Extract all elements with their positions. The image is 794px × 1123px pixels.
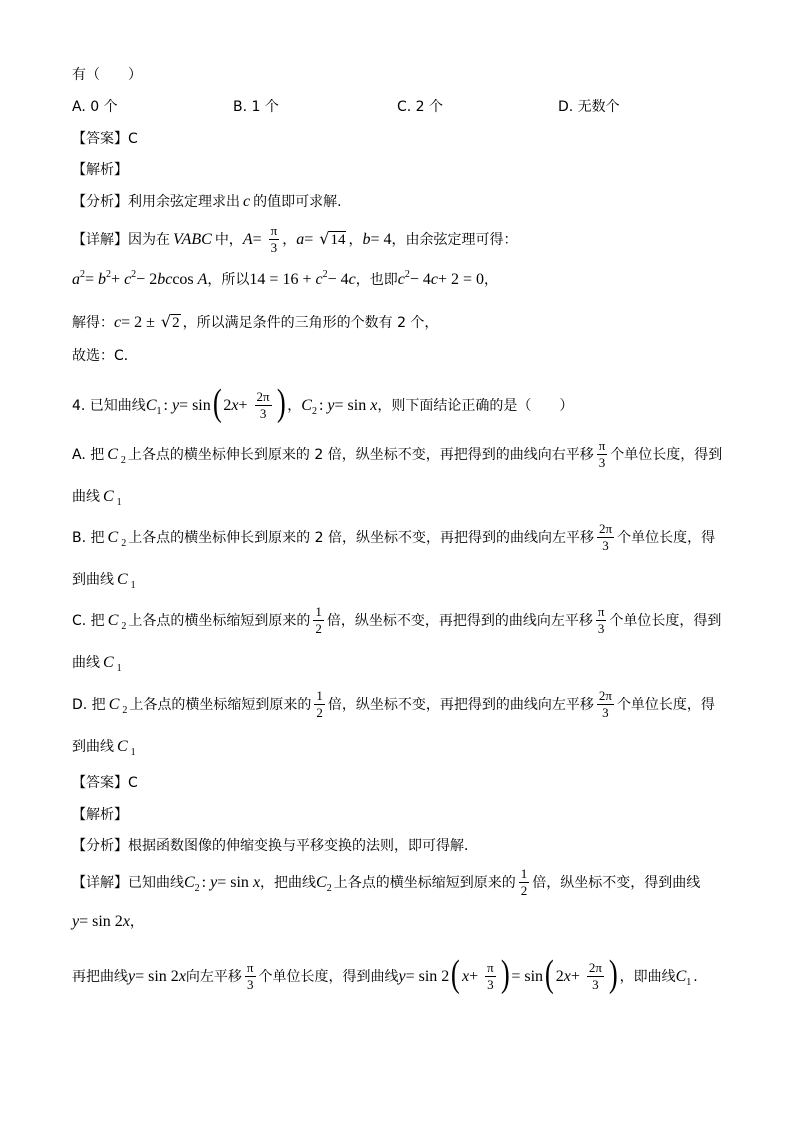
right-paren: ): [276, 382, 286, 424]
fraction-denominator: 3: [602, 705, 609, 720]
text: 故选：C．: [72, 348, 138, 364]
q3-detail-line-2: [72, 260, 498, 300]
fraction-denominator: 3: [270, 240, 278, 255]
math-operator: = 4: [370, 231, 392, 248]
math-operator: cos: [172, 271, 198, 288]
fraction-denominator: 3: [598, 455, 606, 470]
math-variable: c: [124, 271, 132, 288]
text: 中，: [214, 232, 243, 248]
math-operator: = sin 2: [79, 913, 123, 930]
fraction: [596, 605, 607, 636]
math-variable: y: [72, 913, 80, 930]
q4-option-b: [72, 518, 715, 558]
subscript: 2: [121, 538, 127, 549]
text: 4. 已知曲线: [72, 398, 146, 414]
text: 上各点的横坐标伸长到原来的 2 倍，纵坐标不变，再把得到的曲线向左平移: [128, 530, 594, 546]
text: 解得：: [72, 315, 114, 331]
subscript: 2: [120, 455, 126, 466]
fraction-numerator: 1: [520, 866, 528, 881]
q4-detail-line-3: [72, 955, 698, 995]
fraction-numerator: π: [246, 960, 254, 975]
math-operator: = sin 2: [135, 968, 179, 985]
fraction-numerator: 2π: [598, 688, 612, 703]
q3-detail-line-1: [72, 219, 517, 259]
section-tag-detail: 【详解】: [72, 232, 128, 248]
fraction-denominator: 3: [592, 977, 599, 992]
text: ，则下面结论正确的是（ ）: [377, 398, 574, 414]
text: ，: [348, 232, 363, 248]
math-operator: = sin: [217, 874, 253, 891]
math-variable: C: [103, 654, 114, 671]
radical-sign: √: [319, 229, 330, 248]
subscript: 1: [116, 663, 122, 674]
fraction-denominator: 2: [316, 705, 323, 720]
math-operator: :: [201, 874, 211, 891]
subscript: 1: [686, 977, 692, 988]
math-variable: b: [98, 271, 107, 288]
text: 曲线: [72, 489, 100, 505]
fraction-numerator: π: [598, 438, 606, 453]
text: 到曲线: [72, 572, 114, 588]
q4-option-d: [72, 685, 715, 725]
option-label: A. 把: [72, 447, 105, 463]
math-variable: C: [107, 529, 119, 546]
text: 向左平移: [185, 969, 242, 985]
left-paren: (: [451, 953, 461, 995]
math-operator: +: [469, 968, 483, 985]
section-tag-answer: 【答案】: [72, 775, 128, 791]
fraction-numerator: π: [597, 604, 605, 619]
option-label: B. 把: [72, 530, 105, 546]
q3-options: [72, 87, 712, 127]
math-variable: x: [252, 874, 261, 891]
math-operator: = sin: [179, 397, 211, 414]
fraction: [255, 390, 272, 421]
radical-sign: √: [160, 312, 172, 331]
subscript: 1: [130, 580, 136, 591]
answer-value: C: [128, 775, 138, 791]
right-paren: ): [608, 953, 618, 995]
math-operator: 2: [223, 397, 232, 414]
fraction-numerator: π: [270, 223, 278, 238]
q4-detail-line-2: [72, 902, 144, 942]
text: 个单位长度，得到: [610, 447, 723, 463]
fraction: [269, 224, 280, 255]
fraction-denominator: 3: [602, 538, 609, 553]
math-variable: bc: [157, 271, 173, 288]
subscript: 2: [194, 883, 200, 894]
answer-value: C: [128, 131, 138, 147]
text: ，: [129, 914, 144, 930]
fraction: [519, 867, 530, 898]
math-variable: y: [327, 397, 335, 414]
math-operator: =: [85, 271, 99, 288]
q4-detail-line-1: [72, 863, 700, 903]
section-tag-detail: 【详解】: [72, 875, 128, 891]
math-variable: x: [231, 397, 239, 414]
text: ，所以: [207, 272, 250, 288]
superscript: 2: [322, 269, 328, 280]
text: 倍，纵坐标不变，再把得到的曲线向左平移: [326, 613, 593, 629]
superscript: 2: [404, 269, 410, 280]
math-operator: :: [318, 397, 328, 414]
math-variable: c: [315, 271, 323, 288]
text: ，: [484, 272, 499, 288]
section-tag-answer: 【答案】: [72, 131, 128, 147]
text: 曲线: [72, 655, 100, 671]
text: ，把曲线: [260, 875, 317, 891]
text: ，即曲线: [619, 969, 676, 985]
math-variable: C: [107, 612, 119, 629]
section-tag-analysis: 【解析】: [72, 162, 128, 178]
math-variable: C: [103, 488, 114, 505]
fraction: [587, 961, 604, 992]
text: 个单位长度，得: [617, 530, 716, 546]
math-operator: = sin: [334, 397, 371, 414]
text: 个单位长度，得到曲线: [258, 969, 399, 985]
math-operator: =: [304, 231, 318, 248]
math-variable: y: [398, 968, 406, 985]
math-variable: C: [675, 968, 687, 985]
fraction-numerator: 2π: [588, 960, 602, 975]
math-operator: − 4: [327, 271, 349, 288]
text: ，也即: [355, 272, 398, 288]
math-operator: 14 = 16 +: [249, 271, 316, 288]
fraction: [313, 605, 324, 636]
text: 已知曲线: [128, 875, 184, 891]
math-variable: C: [316, 874, 327, 891]
radicand: 14: [330, 232, 346, 248]
left-paren: (: [212, 382, 222, 424]
option-c: C. 2 个: [397, 99, 444, 115]
right-paren: ): [500, 953, 510, 995]
text: 个单位长度，得到: [609, 613, 722, 629]
text: ，由余弦定理可得：: [391, 232, 518, 248]
math-variable: x: [122, 913, 130, 930]
q3-fenxi: [72, 182, 342, 222]
math-variable: C: [145, 397, 157, 414]
option-label: C. 把: [72, 613, 105, 629]
superscript: 2: [80, 269, 85, 280]
q4-option-c: [72, 601, 721, 641]
subscript: 1: [116, 497, 122, 508]
text: 上各点的横坐标伸长到原来的 2 倍，纵坐标不变，再把得到的曲线向右平移: [127, 447, 594, 463]
math-variable: x: [178, 968, 186, 985]
math-operator: = sin: [511, 968, 544, 985]
q4-fenxi: [72, 826, 478, 866]
math-variable: A: [197, 271, 208, 288]
superscript: 2: [106, 269, 112, 280]
q4-option-a-continued: [72, 477, 124, 517]
subscript: 2: [311, 406, 317, 417]
math-variable: b: [362, 231, 371, 248]
fraction-denominator: 3: [597, 621, 605, 636]
math-operator: = sin 2: [405, 968, 450, 985]
text: ，: [287, 398, 302, 414]
q4-stem: [72, 384, 573, 424]
math-operator: +: [570, 968, 584, 985]
math-operator: :: [163, 397, 172, 414]
fraction: [314, 689, 325, 720]
fraction: [485, 961, 496, 992]
math-operator: 2: [555, 968, 564, 985]
math-variable: x: [370, 397, 378, 414]
math-variable: c: [430, 271, 438, 288]
math-variable: x: [461, 968, 470, 985]
text: ，: [282, 232, 297, 248]
math-operator: +: [238, 397, 252, 414]
text: 因为在: [128, 232, 170, 248]
section-tag-analysis: 【解析】: [72, 807, 128, 823]
math-variable: C: [301, 397, 312, 414]
section-tag-fenxi: 【分析】: [72, 194, 128, 210]
text: 倍，纵坐标不变，得到曲线: [532, 875, 701, 891]
math-variable: c: [243, 193, 251, 210]
text: 上各点的横坐标缩短到原来的: [129, 697, 312, 713]
option-b: B. 1 个: [233, 99, 279, 115]
fraction-numerator: 2π: [256, 389, 270, 404]
left-paren: (: [544, 953, 554, 995]
text: 利用余弦定理求出: [128, 194, 240, 210]
fraction-denominator: 2: [315, 621, 322, 636]
section-tag-fenxi: 【分析】: [72, 838, 128, 854]
fraction-denominator: 2: [520, 883, 528, 898]
math-variable: c: [348, 271, 356, 288]
option-a: A. 0 个: [72, 99, 118, 115]
text: 个单位长度，得: [616, 697, 715, 713]
math-operator: + 2 = 0: [437, 271, 485, 288]
text: ，所以满足条件的三角形的个数有 2 个，: [182, 315, 439, 331]
radicand: 2: [172, 315, 180, 331]
math-variable: a: [296, 231, 305, 248]
option-label: D. 把: [72, 697, 106, 713]
fraction-numerator: 2π: [599, 521, 613, 536]
math-variable: C: [184, 874, 195, 891]
math-variable: A: [242, 231, 253, 248]
option-d: D. 无数个: [558, 99, 620, 115]
fraction-denominator: 3: [259, 406, 267, 421]
q4-option-b-continued: [72, 560, 138, 600]
math-variable: y: [171, 397, 180, 414]
math-variable: x: [563, 968, 571, 985]
fraction-denominator: 3: [487, 977, 494, 992]
fraction-denominator: 3: [246, 977, 254, 992]
subscript: 1: [130, 747, 136, 758]
math-operator: +: [111, 271, 125, 288]
fraction: [597, 522, 614, 553]
math-variable: C: [117, 571, 128, 588]
superscript: 2: [131, 269, 137, 280]
text: 到曲线: [72, 739, 114, 755]
q4-option-d-continued: [72, 727, 138, 767]
math-variable: C: [107, 446, 118, 463]
fraction: [597, 689, 614, 720]
fraction: [245, 961, 256, 992]
math-variable: C: [108, 696, 120, 713]
math-operator: − 2: [136, 271, 158, 288]
text: 上各点的横坐标缩短到原来的: [333, 875, 516, 891]
text: 根据函数图像的伸缩变换与平移变换的法则，即可得解．: [128, 838, 478, 854]
math-operator: − 4: [409, 271, 431, 288]
text: 上各点的横坐标缩短到原来的: [128, 613, 311, 629]
q4-option-a: [72, 435, 722, 475]
subscript: 2: [121, 621, 127, 632]
math-variable: c: [114, 314, 122, 331]
fraction-numerator: 1: [315, 604, 322, 619]
text: 再把曲线: [72, 969, 128, 985]
fraction: [597, 439, 608, 470]
math-variable: y: [128, 968, 136, 985]
triangle-name: VABC: [173, 231, 212, 248]
text: 的值即可求解.: [253, 194, 342, 210]
text: .: [693, 969, 698, 985]
subscript: 1: [156, 406, 162, 417]
q4-option-c-continued: [72, 643, 124, 683]
subscript: 2: [122, 705, 128, 716]
q3-choose: [72, 336, 138, 376]
fraction-numerator: 1: [316, 688, 323, 703]
math-operator: =: [252, 231, 266, 248]
math-variable: y: [210, 874, 218, 891]
math-variable: c: [397, 271, 405, 288]
text: 倍，纵坐标不变，再把得到的曲线向左平移: [327, 697, 594, 713]
math-variable: C: [117, 738, 128, 755]
stem-text: 有（ ）: [72, 67, 142, 83]
math-operator: = 2 ±: [121, 314, 159, 331]
subscript: 2: [326, 883, 332, 894]
fraction-numerator: π: [487, 960, 494, 975]
math-variable: a: [72, 271, 80, 288]
